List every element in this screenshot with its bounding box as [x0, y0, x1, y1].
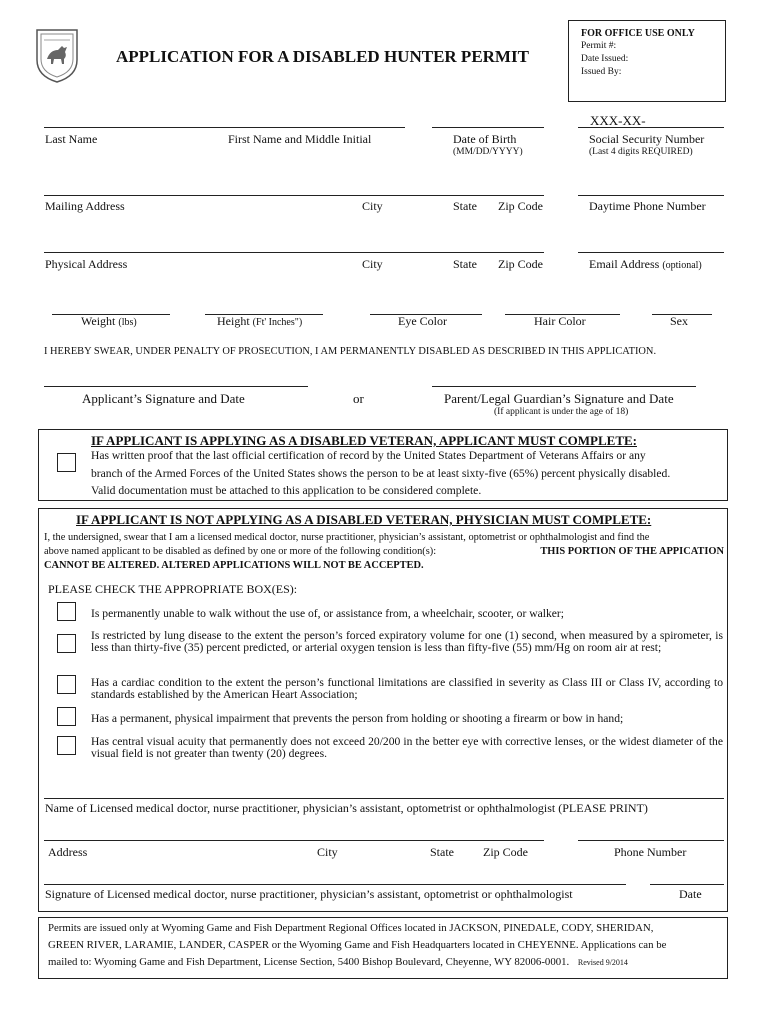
first-middle-label: First Name and Middle Initial — [228, 132, 372, 146]
physical-address-label: Physical Address — [45, 257, 128, 271]
name-field[interactable] — [44, 127, 405, 128]
guardian-signature-label: Parent/Legal Guardian’s Signature and Date — [444, 391, 674, 406]
veteran-text-line3: Valid documentation must be attached to this application to be considered complete. — [91, 484, 482, 497]
physical-address-field[interactable] — [44, 252, 544, 253]
weight-unit: (lbs) — [118, 317, 137, 328]
height-label-text: Height — [217, 314, 250, 328]
veteran-checkbox[interactable] — [57, 453, 76, 472]
physician-zip-label: Zip Code — [483, 845, 528, 859]
condition-checkbox-vision[interactable] — [57, 736, 76, 755]
physician-intro-line3: CANNOT BE ALTERED. ALTERED APPLICATIONS WILL NOT BE ACCEPTED. — [44, 560, 424, 571]
mailing-address-label: Mailing Address — [45, 199, 125, 213]
condition-walk-text: Is permanently unable to walk without the use of, or assistance from, a wheelchair, scooter, or walker; — [91, 607, 564, 620]
ssn-prefix: XXX-XX- — [590, 113, 646, 128]
footer-line1: Permits are issued only at Wyoming Game and Fish Department Regional Offices located in JACKSON, PINEDALE, CODY, SHERIDAN, — [48, 922, 654, 934]
daytime-phone-field[interactable] — [578, 195, 724, 196]
condition-checkbox-impairment[interactable] — [57, 707, 76, 726]
physician-intro-line2 — [44, 545, 724, 558]
physician-phone-label: Phone Number — [614, 845, 687, 859]
oath-statement: I HEREBY SWEAR, UNDER PENALTY OF PROSECUTION, I AM PERMANENTLY DISABLED AS DESCRIBED IN THIS APPLICATION. — [44, 346, 657, 357]
physician-name-field[interactable] — [44, 798, 724, 799]
physician-date-field[interactable] — [650, 884, 724, 885]
condition-vision-text: Has central visual acuity that permanently does not exceed 20/200 in the better eye with corrective lenses, or the widest diameter of the visual field is not greater than twenty (20) degrees. — [91, 735, 723, 760]
physician-signature-field[interactable] — [44, 884, 626, 885]
physical-city-label: City — [362, 257, 383, 271]
condition-checkbox-walk[interactable] — [57, 602, 76, 621]
physician-intro-text: above named applicant to be disabled as defined by one or more of the following condition(s): — [44, 546, 437, 557]
office-permit-label: Permit #: — [581, 41, 617, 51]
wyoming-seal-icon — [34, 26, 80, 84]
height-label — [217, 314, 302, 329]
footer-line3 — [48, 956, 628, 969]
hair-color-label: Hair Color — [534, 314, 586, 328]
sex-label: Sex — [670, 314, 688, 328]
email-optional-note: (optional) — [662, 260, 702, 271]
physician-phone-field[interactable] — [578, 840, 724, 841]
mailing-zip-label: Zip Code — [498, 199, 543, 213]
mailing-state-label: State — [453, 199, 477, 213]
footer-mail-address: mailed to: Wyoming Game and Fish Department, License Section, 5400 Bishop Boulevard, Cheyenne, WY 82006-0001. — [48, 956, 570, 968]
email-label — [589, 257, 702, 272]
mailing-city-label: City — [362, 199, 383, 213]
condition-checkbox-lung[interactable] — [57, 634, 76, 653]
veteran-heading: IF APPLICANT IS APPLYING AS A DISABLED VETERAN, APPLICANT MUST COMPLETE: — [91, 433, 637, 448]
physician-city-label: City — [317, 845, 338, 859]
mailing-address-field[interactable] — [44, 195, 544, 196]
physician-intro-bold: THIS PORTION OF THE APPICATION — [540, 546, 724, 557]
applicant-signature-field[interactable] — [44, 386, 308, 387]
condition-checkbox-cardiac[interactable] — [57, 675, 76, 694]
dob-field[interactable] — [432, 127, 544, 128]
signature-or-label: or — [353, 391, 364, 406]
office-issued-by-label: Issued By: — [581, 67, 622, 77]
condition-cardiac-text: Has a cardiac condition to the extent the person’s functional limitations are classified in severity as Class III or Class IV, according to standards established by the American Heart Association; — [91, 676, 723, 701]
office-date-issued-label: Date Issued: — [581, 54, 629, 64]
physician-state-label: State — [430, 845, 454, 859]
dob-format-label: (MM/DD/YYYY) — [453, 147, 523, 157]
veteran-text-line2: branch of the Armed Forces of the United States shows the person to be at least sixty-five (65%) percent physically disabled. — [91, 467, 671, 480]
daytime-phone-label: Daytime Phone Number — [589, 199, 706, 213]
ssn-note-label: (Last 4 digits REQUIRED) — [589, 147, 693, 157]
applicant-signature-label: Applicant’s Signature and Date — [82, 391, 245, 406]
email-field[interactable] — [578, 252, 724, 253]
physician-intro-line1: I, the undersigned, swear that I am a licensed medical doctor, nurse practitioner, physician’s assistant, optometrist or ophthalmologist and find the — [44, 532, 650, 543]
physician-heading: IF APPLICANT IS NOT APPLYING AS A DISABLED VETERAN, PHYSICIAN MUST COMPLETE: — [76, 512, 652, 527]
revision-date: Revised 9/2014 — [577, 958, 628, 967]
physical-state-label: State — [453, 257, 477, 271]
veteran-text-line1: Has written proof that the last official certification of record by the United States Department of Veterans Affairs or any — [91, 449, 646, 462]
physician-name-label: Name of Licensed medical doctor, nurse practitioner, physician’s assistant, optometrist or ophthalmologist (PLEASE PRINT) — [45, 801, 648, 815]
condition-lung-text: Is restricted by lung disease to the extent the person’s forced expiratory volume for one (1) second, when measured by a spirometer, is less than thirty-five (35) percent predicted, or arterial oxygen tension is less than fifty-five (55) mm/Hg on room air at rest; — [91, 629, 723, 654]
ssn-field[interactable] — [578, 127, 724, 128]
physician-address-label: Address — [48, 845, 88, 859]
condition-impairment-text: Has a permanent, physical impairment that prevents the person from holding or shooting a firearm or bow in hand; — [91, 712, 624, 725]
footer-line2: GREEN RIVER, LARAMIE, LANDER, CASPER or the Wyoming Game and Fish Headquarters located in CHEYENNE. Applications can be — [48, 939, 667, 951]
check-prompt: PLEASE CHECK THE APPROPRIATE BOX(ES): — [48, 582, 298, 596]
physician-signature-label: Signature of Licensed medical doctor, nurse practitioner, physician’s assistant, optometrist or ophthalmologist — [45, 887, 573, 901]
last-name-label: Last Name — [45, 132, 98, 146]
weight-label-text: Weight — [81, 314, 116, 328]
weight-label — [81, 314, 137, 329]
ssn-label: Social Security Number — [589, 132, 705, 146]
page-title: APPLICATION FOR A DISABLED HUNTER PERMIT — [116, 47, 529, 66]
email-label-text: Email Address — [589, 257, 660, 271]
office-use-heading: FOR OFFICE USE ONLY — [581, 28, 695, 39]
physician-address-field[interactable] — [44, 840, 544, 841]
physician-date-label: Date — [679, 887, 702, 901]
guardian-note: (If applicant is under the age of 18) — [494, 407, 629, 417]
physical-zip-label: Zip Code — [498, 257, 543, 271]
guardian-signature-field[interactable] — [432, 386, 696, 387]
height-unit: (Ft' Inches") — [252, 317, 303, 328]
eye-color-label: Eye Color — [398, 314, 447, 328]
dob-label: Date of Birth — [453, 132, 517, 146]
